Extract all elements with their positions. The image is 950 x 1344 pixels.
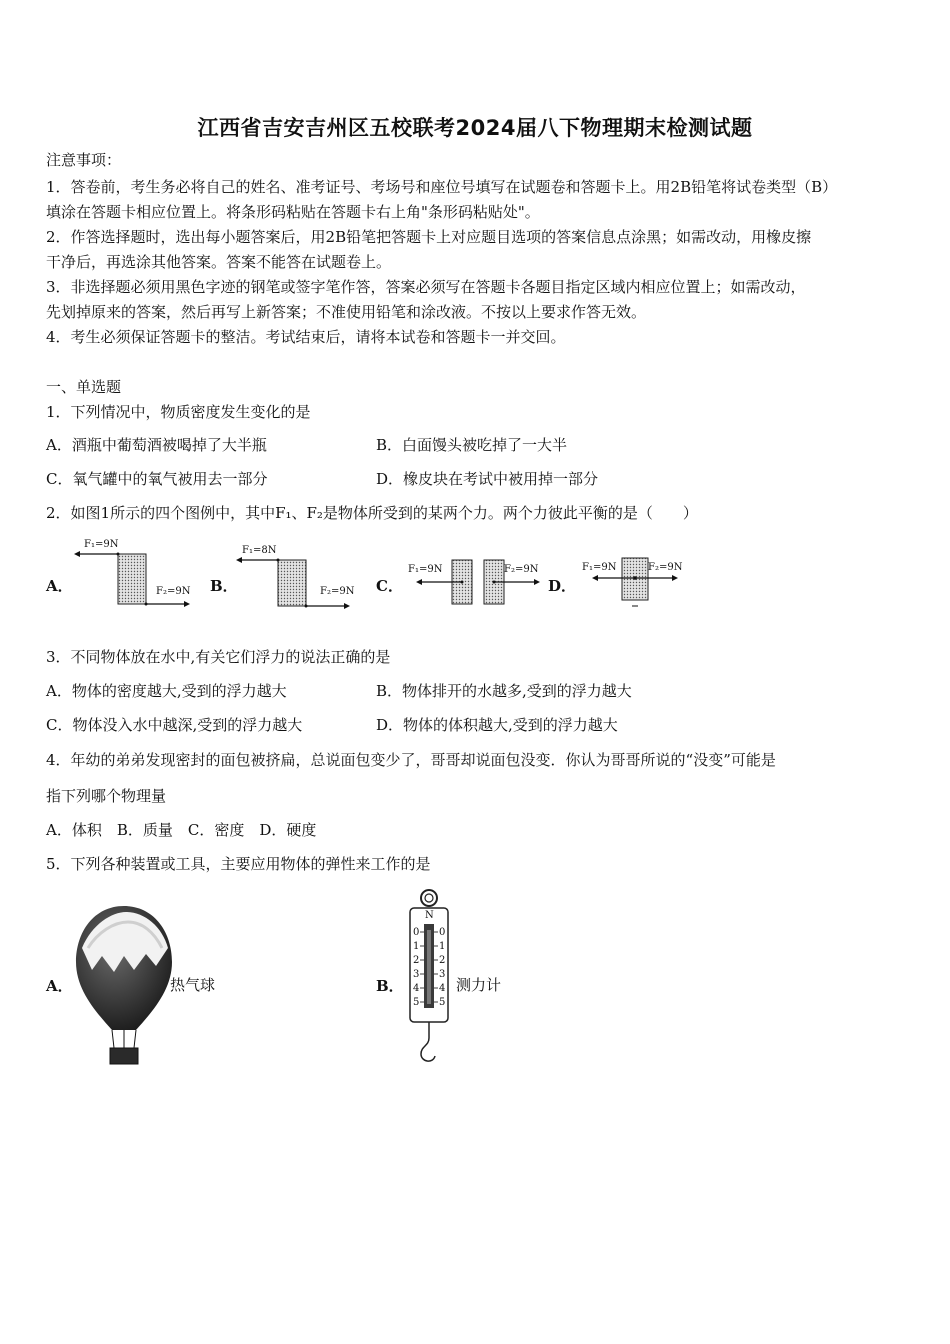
q4-options: A．体积 B．质量 C．密度 D．硬度 [46, 821, 317, 839]
q2-d-f2-label: F₂=9N [648, 562, 683, 573]
scale-mark-left-3: 3 [413, 969, 420, 980]
scale-mark-right-1: 1 [439, 941, 446, 952]
q5-caption-b: 测力计 [456, 976, 502, 994]
scale-unit-label: N [425, 910, 434, 921]
q2-b-f1-label: F₁=8N [242, 545, 277, 556]
q5-label-a: A． [46, 977, 73, 995]
notice-line-4: 干净后，再选涂其他答案。答案不能答在试题卷上。 [46, 253, 392, 271]
q5-stem: 5．下列各种装置或工具，主要应用物体的弹性来工作的是 [46, 855, 431, 873]
scale-mark-right-3: 3 [439, 969, 446, 980]
scale-mark-left-5: 5 [413, 997, 420, 1008]
q2-a-f1-label: F₁=9N [84, 539, 119, 550]
page-title: 江西省吉安吉州区五校联考2024届八下物理期末检测试题 [197, 116, 753, 140]
q3-option-c: C．物体没入水中越深,受到的浮力越大 [46, 716, 303, 734]
q2-b-f2-label: F₂=9N [320, 586, 355, 597]
q5-label-b: B． [376, 977, 404, 995]
q4-stem-line-2: 指下列哪个物理量 [46, 787, 167, 805]
q2-figure-d [578, 554, 698, 612]
q4-stem-line-1: 4．年幼的弟弟发现密封的面包被挤扁，总说面包变少了，哥哥却说面包没变．你认为哥哥所说的“没变”可能是 [46, 751, 776, 769]
q1-option-a: A．酒瓶中葡萄酒被喝掉了大半瓶 [46, 436, 267, 454]
q2-c-f2-label: F₂=9N [504, 564, 539, 575]
q1-stem: 1．下列情况中，物质密度发生变化的是 [46, 403, 311, 421]
notice-line-6: 先划掉原来的答案，然后再写上新答案；不准使用铅笔和涂改液。不按以上要求作答无效。 [46, 303, 647, 321]
scale-mark-left-1: 1 [413, 941, 420, 952]
q2-figure-a [70, 534, 200, 609]
hot-air-balloon-image [74, 904, 174, 1068]
q3-option-d: D．物体的体积越大,受到的浮力越大 [376, 716, 618, 734]
q3-stem: 3．不同物体放在水中,有关它们浮力的说法正确的是 [46, 648, 391, 666]
section-heading: 一、单选题 [46, 378, 122, 396]
q2-c-f1-label: F₁=9N [408, 564, 443, 575]
q2-a-f2-label: F₂=9N [156, 586, 191, 597]
scale-mark-left-2: 2 [413, 955, 420, 966]
scale-mark-right-5: 5 [439, 997, 446, 1008]
spring-scale-image [406, 888, 452, 1068]
q2-d-f1-label: F₁=9N [582, 562, 617, 573]
q1-option-c: C．氧气罐中的氧气被用去一部分 [46, 470, 268, 488]
q1-option-b: B．白面馒头被吃掉了一大半 [376, 436, 568, 454]
q5-caption-a: 热气球 [170, 976, 216, 994]
scale-mark-left-0: 0 [413, 927, 420, 938]
q2-label-c: C． [376, 577, 403, 595]
scale-mark-left-4: 4 [413, 983, 420, 994]
q2-label-a: A． [46, 577, 73, 595]
q2-stem: 2．如图1所示的四个图例中，其中F₁、F₂是物体所受到的某两个力。两个力彼此平衡的是（ ） [46, 504, 698, 522]
scale-mark-right-0: 0 [439, 927, 446, 938]
q2-label-b: B． [210, 577, 238, 595]
scale-mark-right-2: 2 [439, 955, 446, 966]
notice-line-1: 1．答卷前，考生务必将自己的姓名、准考证号、考场号和座位号填写在试题卷和答题卡上。用2B铅笔将试卷类型（B） [46, 178, 838, 196]
q1-option-d: D．橡皮块在考试中被用掉一部分 [376, 470, 599, 488]
q2-label-d: D． [548, 577, 577, 595]
q3-option-b: B．物体排开的水越多,受到的浮力越大 [376, 682, 632, 700]
notice-line-3: 2．作答选择题时，选出每小题答案后，用2B铅笔把答题卡上对应题目选项的答案信息点涂黑；如需改动，用橡皮擦 [46, 228, 812, 246]
notice-line-2: 填涂在答题卡相应位置上。将条形码粘贴在答题卡右上角"条形码粘贴处"。 [46, 203, 540, 221]
q2-figure-b [232, 540, 362, 608]
q2-figure-c [404, 556, 549, 608]
notice-line-7: 4．考生必须保证答题卡的整洁。考试结束后，请将本试卷和答题卡一并交回。 [46, 328, 566, 346]
q3-option-a: A．物体的密度越大,受到的浮力越大 [46, 682, 287, 700]
scale-mark-right-4: 4 [439, 983, 446, 994]
notice-heading: 注意事项： [46, 151, 122, 169]
notice-line-5: 3．非选择题必须用黑色字迹的钢笔或签字笔作答，答案必须写在答题卡各题目指定区域内相应位置上；如需改动， [46, 278, 806, 296]
